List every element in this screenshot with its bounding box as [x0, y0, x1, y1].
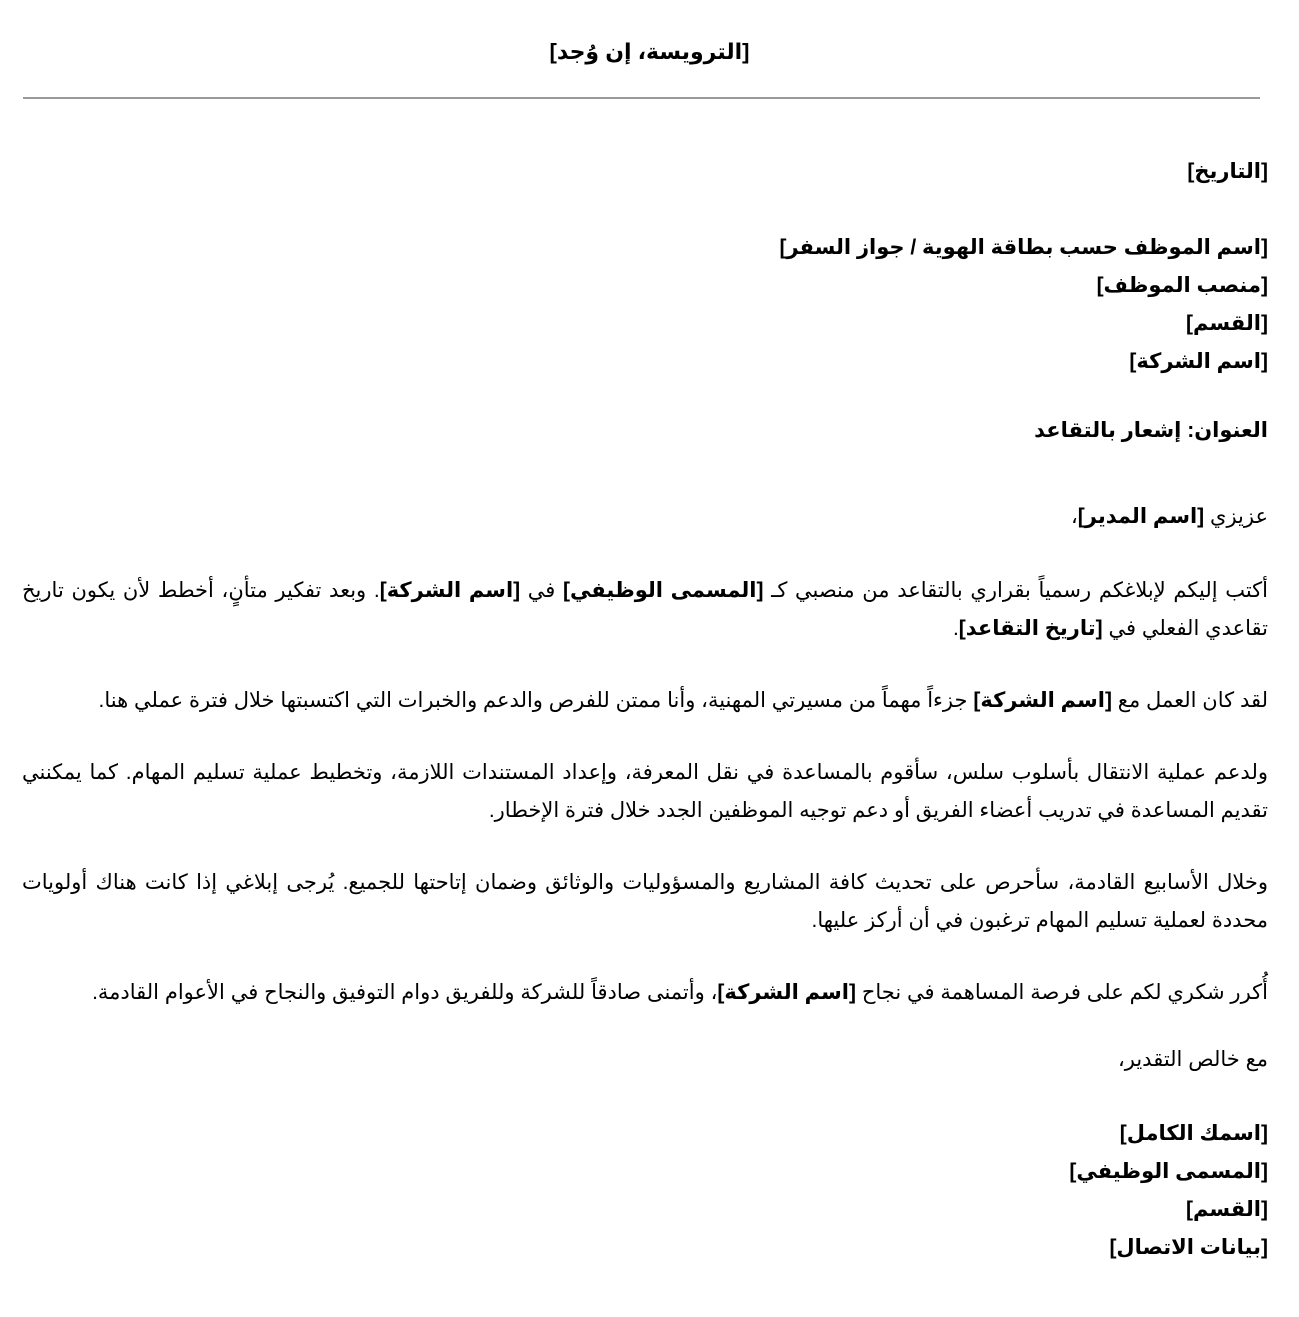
greeting-suffix: ، — [1071, 504, 1078, 528]
signature-block — [22, 1115, 1268, 1267]
p1-text-2: في — [520, 578, 564, 602]
manager-name: [اسم المدير] — [1077, 504, 1205, 528]
letter-date: [التاريخ] — [1187, 160, 1268, 183]
signature-contact: [بيانات الاتصال] — [1109, 1236, 1268, 1260]
p2-text-1: لقد كان العمل مع — [1111, 688, 1268, 712]
greeting — [22, 503, 1268, 530]
p1-text-3: . وبعد تفكير متأنٍ، أخطط لأن يكون تاريخ تقاعدي الفعلي في — [22, 578, 1268, 640]
letter-body — [22, 158, 1268, 1267]
closing: مع خالص التقدير، — [1117, 1047, 1268, 1071]
p1-company-name: [اسم الشركة] — [379, 578, 521, 602]
letterhead: [الترويسة، إن وُجد] — [549, 39, 750, 64]
p2-text-2: جزءاً مهماً من مسيرتي المهنية، وأنا ممتن للفرص والدعم والخبرات التي اكتسبتها خلال فترة عملي هنا. — [98, 688, 974, 712]
recipient-position: [منصب الموظف] — [1096, 274, 1268, 298]
signature-job-title: [المسمى الوظيفي] — [1069, 1160, 1268, 1184]
recipient-block — [22, 229, 1268, 381]
recipient-department: [القسم] — [1185, 312, 1268, 336]
paragraph-1 — [22, 572, 1268, 648]
paragraph-2 — [22, 682, 1268, 720]
signature-full-name: [اسمك الكامل] — [1119, 1122, 1268, 1146]
recipient-name: [اسم الموظف حسب بطاقة الهوية / جواز السفر] — [779, 236, 1268, 260]
p1-job-title: [المسمى الوظيفي] — [563, 578, 764, 602]
p2-company-name: [اسم الشركة] — [973, 688, 1112, 712]
greeting-prefix: عزيزي — [1204, 504, 1268, 528]
paragraph-3: ولدعم عملية الانتقال بأسلوب سلس، سأقوم بالمساعدة في نقل المعرفة، وإعداد المستندات اللازمة، وتخطيط عملية تسليم المهام. كما يمكنني تقديم المساعدة في تدريب أعضاء الفريق أو دعم توجيه الموظفين الجدد خلال فترة الإخطار. — [22, 760, 1268, 822]
p1-text-1: أكتب إليكم لإبلاغكم رسمياً بقراري بالتقاعد من منصبي كـ — [763, 578, 1269, 602]
p5-text-2: ، وأتمنى صادقاً للشركة وللفريق دوام التوفيق والنجاح في الأعوام القادمة. — [92, 980, 718, 1004]
p1-text-4: . — [952, 616, 959, 640]
signature-department: [القسم] — [1185, 1198, 1268, 1222]
recipient-company: [اسم الشركة] — [1129, 350, 1268, 374]
letter-subject: العنوان: إشعار بالتقاعد — [1034, 419, 1268, 443]
header-divider — [23, 97, 1260, 99]
paragraph-4: وخلال الأسابيع القادمة، سأحرص على تحديث كافة المشاريع والمسؤوليات والوثائق وضمان إتاحتها للجميع. يُرجى إبلاغي إذا كانت هناك أولويات محددة لعملية تسليم المهام ترغبون في أن أركز عليها. — [22, 870, 1268, 932]
p5-text-1: أُكرر شكري لكم على فرصة المساهمة في نجاح — [855, 980, 1268, 1004]
p5-company-name: [اسم الشركة] — [717, 980, 856, 1004]
paragraph-5 — [22, 974, 1268, 1012]
p1-retirement-date: [تاريخ التقاعد] — [958, 616, 1103, 640]
